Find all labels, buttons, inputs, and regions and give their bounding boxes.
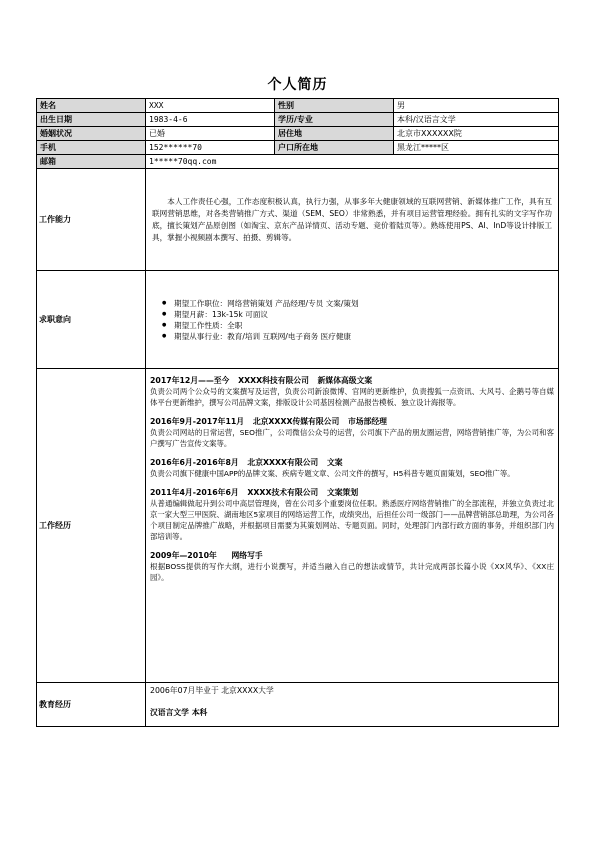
- job-entry: [150, 487, 554, 542]
- job-role: 网络写手: [231, 551, 263, 560]
- job-period: 2017年12月——至今: [150, 376, 230, 385]
- job-role: 文案: [326, 458, 343, 467]
- job-role: 文案策划: [326, 488, 359, 497]
- job-period: 2016年6月-2016年8月: [150, 458, 239, 467]
- email-label: 邮箱: [37, 155, 146, 169]
- experience-label: 工作经历: [37, 369, 146, 683]
- job-period: 2016年9月-2017年11月: [150, 417, 245, 426]
- phone-value: 152******70: [146, 141, 275, 155]
- ability-label: 工作能力: [37, 169, 146, 271]
- job-description: 从普通编辑做起升到公司中高层管理岗，曾在公司多个重要岗位任职。熟悉医疗网络营销推广的全部流程，并独立负责过北京一家大型三甲医院、湖南地区5家项目的网络运营工作，成绩突出，后担任公司一级部门——品牌营销部总助理，为公司各个项目制定品牌推广战略，并根据项目需要为其策划网站、专题页面。同时，处理部门内部行政方面的事务，并组织部门内部培训等。: [150, 499, 554, 541]
- gender-label: 性别: [275, 99, 394, 113]
- intention-item: ● 期望工作性质：全职: [174, 320, 552, 331]
- job-entry: [150, 550, 554, 583]
- row-marital: [37, 127, 559, 141]
- job-entry: [150, 457, 554, 479]
- job-description: 根据BOSS提供的写作大纲，进行小说撰写，并适当融入自己的想法或情节，共计完成两部长篇小说《XX风华》、《XX庄园》。: [150, 562, 554, 582]
- residence-label: 居住地: [275, 127, 394, 141]
- row-email: [37, 155, 559, 169]
- gender-value: 男: [394, 99, 559, 113]
- job-company: 北京XXXX有限公司: [247, 458, 319, 467]
- job-company: XXXX科技有限公司: [238, 376, 309, 385]
- job-period: 2009年—2010年: [150, 551, 217, 560]
- name-value: XXX: [146, 99, 275, 113]
- intention-item: ● 期望月薪：13k-15k 可面议: [174, 309, 552, 320]
- name-label: 姓名: [37, 99, 146, 113]
- ability-text: 本人工作责任心强，工作态度积极认真，执行力强，从事多年大健康领域的互联网营销、新媒体推广工作，具有互联网营销思维，对各类营销推广方式、渠道（SEM、SEO）非常熟悉，并有项目运营管理经验。拥有扎实的文字写作功底，擅长策划产品原创图（如淘宝、京东产品详情页、活动专题、竞价着陆页等）。熟练使用PS、AI、InD等设计排版工具，掌握小视频剧本撰写、拍摄、剪辑等。: [152, 196, 552, 242]
- job-company: XXXX技术有限公司: [247, 488, 319, 497]
- hukou-label: 户口所在地: [275, 141, 394, 155]
- row-education: [37, 683, 559, 727]
- residence-value: 北京市XXXXXX院: [394, 127, 559, 141]
- row-name: [37, 99, 559, 113]
- education-major: 汉语言文学 本科: [150, 708, 208, 717]
- row-experience: [37, 369, 559, 683]
- row-intention: [37, 271, 559, 369]
- birth-value: 1983-4-6: [146, 113, 275, 127]
- intention-list: [152, 298, 552, 342]
- job-entry: [150, 375, 554, 408]
- job-description: 负责公司两个公众号的文案撰写及运营，负责公司新浪微博、官网的更新维护，负责搜狐一点资讯、大风号、企鹅号等自媒体平台更新维护，撰写公司品牌文案，排版设计公司基因检测产品报告模板、独立设计海报等。: [150, 387, 554, 407]
- row-phone: [37, 141, 559, 155]
- job-description: 负责公司旗下健康中国APP的品牌文案、疾病专题文章、公司文件的撰写，H5科普专题页面策划，SEO推广等。: [150, 469, 515, 478]
- intention-label: 求职意向: [37, 271, 146, 369]
- education-value: 本科/汉语言文学: [394, 113, 559, 127]
- email-value: 1*****70qq.com: [146, 155, 559, 169]
- job-entry: [150, 416, 554, 449]
- education-label: 学历/专业: [275, 113, 394, 127]
- job-period: 2011年4月-2016年6月: [150, 488, 239, 497]
- resume-table: [36, 98, 559, 727]
- row-ability: [37, 169, 559, 271]
- phone-label: 手机: [37, 141, 146, 155]
- marital-value: 已婚: [146, 127, 275, 141]
- hukou-value: 黑龙江*****区: [394, 141, 559, 155]
- intention-item: ● 期望从事行业：教育/培训 互联网/电子商务 医疗健康: [174, 331, 552, 342]
- job-role: 市场部经理: [347, 417, 387, 426]
- job-role: 新媒体高级文案: [317, 376, 373, 385]
- job-company: 北京XXXX传媒有限公司: [252, 417, 340, 426]
- marital-label: 婚姻状况: [37, 127, 146, 141]
- resume-title: 个人简历: [267, 77, 328, 93]
- job-description: 负责公司网站的日常运营，SEO推广，公司微信公众号的运营，公司旗下产品的朋友圈运营，网络营销推广等，为公司和客户撰写广告宣传文案等。: [150, 428, 554, 448]
- intention-item: ● 期望工作职位：网络营销策划 产品经理/专员 文案/策划: [174, 298, 552, 309]
- row-birth: [37, 113, 559, 127]
- education-section-label: 教育经历: [37, 683, 146, 727]
- education-line: 2006年07月毕业于 北京XXXX大学: [150, 686, 274, 695]
- birth-label: 出生日期: [37, 113, 146, 127]
